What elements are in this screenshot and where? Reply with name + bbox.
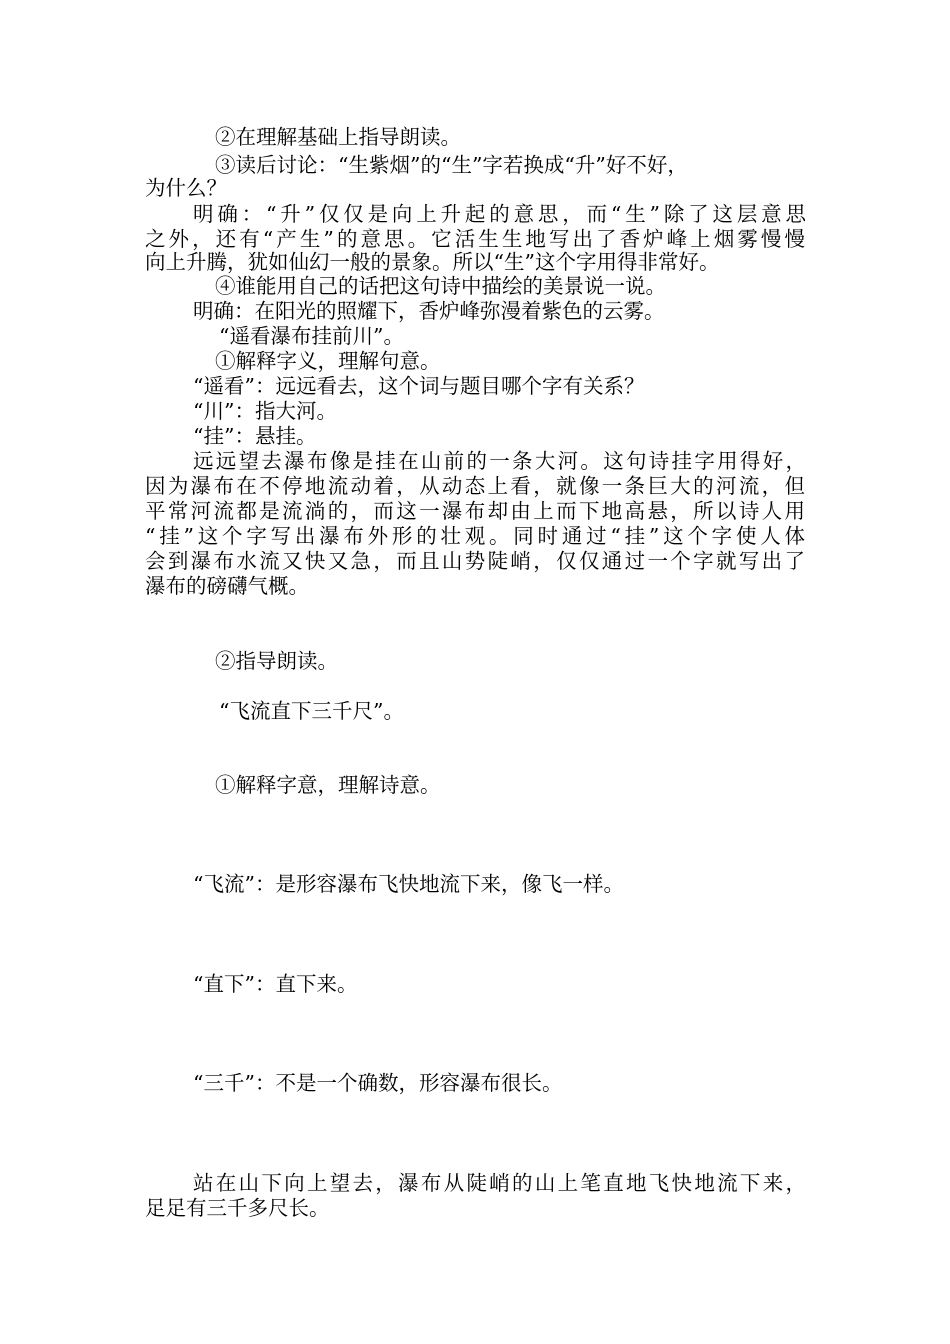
text-line: ①解释字意，理解诗意。	[215, 773, 441, 797]
text-line: ②在理解基础上指导朗读。	[215, 125, 461, 149]
text-line: “直下”：直下来。	[193, 972, 358, 996]
text-line: “三千”：不是一个确数，形容瀑布很长。	[193, 1071, 563, 1095]
text-line: 明确：在阳光的照耀下，香炉峰弥漫着紫色的云雾。	[193, 299, 665, 323]
text-line: “遥看”：远远看去，这个词与题目哪个字有关系？	[193, 374, 645, 398]
text-line: 因为瀑布在不停地流动着，从动态上看，就像一条巨大的河流，但	[145, 474, 805, 498]
text-line: ②指导朗读。	[215, 649, 338, 673]
text-line: “飞流直下三千尺”。	[219, 699, 404, 723]
text-line: “挂”：悬挂。	[193, 424, 317, 448]
text-line: 足足有三千多尺长。	[145, 1196, 330, 1220]
text-line: ③读后讨论：“生紫烟”的“生”字若换成“升”好不好，	[215, 153, 688, 177]
text-line: 向上升腾，犹如仙幻一般的景象。所以“生”这个字用得非常好。	[145, 250, 720, 274]
text-line: “遥看瀑布挂前川”。	[219, 324, 404, 348]
text-line: 瀑布的磅礴气概。	[145, 574, 309, 598]
text-line: “川”：指大河。	[193, 399, 337, 423]
text-line: ④谁能用自己的话把这句诗中描绘的美景说一说。	[215, 274, 666, 298]
text-line: 为什么？	[145, 176, 227, 200]
text-line: ①解释字义，理解句意。	[215, 349, 441, 373]
text-line: 之外，还有“产生”的意思。它活生生地写出了香炉峰上烟雾慢慢	[145, 227, 805, 251]
text-line: “飞流”：是形容瀑布飞快地流下来，像飞一样。	[193, 872, 624, 896]
text-line: “挂”这个字写出瀑布外形的壮观。同时通过“挂”这个字使人体	[145, 524, 805, 548]
text-line: 平常河流都是流淌的，而这一瀑布却由上而下地高悬，所以诗人用	[145, 499, 805, 523]
text-line: 明确：“升”仅仅是向上升起的意思，而“生”除了这层意思	[193, 202, 806, 226]
text-line: 远远望去瀑布像是挂在山前的一条大河。这句诗挂字用得好，	[193, 449, 806, 473]
text-line: 站在山下向上望去，瀑布从陡峭的山上笔直地飞快地流下来，	[193, 1171, 806, 1195]
text-line: 会到瀑布水流又快又急，而且山势陡峭，仅仅通过一个字就写出了	[145, 549, 805, 573]
